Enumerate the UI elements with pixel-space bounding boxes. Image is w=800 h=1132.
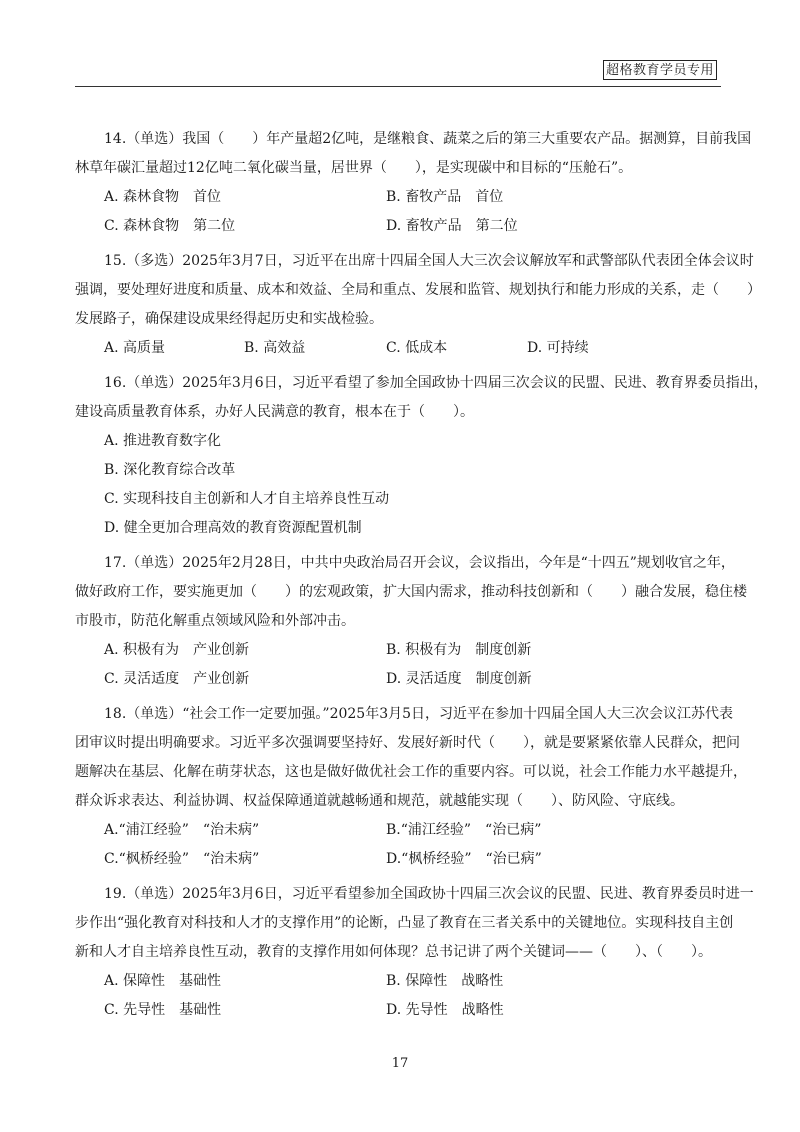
- answer-option: B. 保障性 战略性: [386, 973, 504, 989]
- question-text-line: 题解决在基层、化解在萌芽状态，这也是做好做优社会工作的重要内容。可以说，社会工作能力水平越提升，: [75, 764, 747, 780]
- option-row: [0, 334, 800, 363]
- question-15: [0, 247, 800, 363]
- answer-option: B. 高效益: [244, 340, 306, 356]
- question-19: [0, 880, 800, 1025]
- question-text-line: 新和人才自主培养良性互动，教育的支撑作用如何体现？总书记讲了两个关键词——（ ）、（ ）。: [75, 944, 712, 960]
- option-row: [0, 514, 800, 543]
- option-row: [0, 427, 800, 456]
- answer-option: B. 畜牧产品 首位: [386, 189, 504, 205]
- answer-option: D.“枫桥经验” “治已病”: [386, 851, 542, 867]
- question-text-line: 15.（多选）2025年3月7日，习近平在出席十四届全国人大三次会议解放军和武警部队代表团全体会议时: [104, 253, 754, 269]
- question-text-line: 步作出“强化教育对科技和人才的支撑作用”的论断，凸显了教育在三者关系中的关键地位。实现科技自主创: [75, 915, 734, 931]
- question-text-line: 强调，要处理好进度和质量、成本和效益、全局和重点、发展和监管、规划执行和能力形成的关系，走（ ）: [75, 282, 761, 298]
- question-16: [0, 369, 800, 543]
- question-text-line: 14.（单选）我国（ ）年产量超2亿吨，是继粮食、蔬菜之后的第三大重要农产品。据测算，目前我国: [104, 131, 752, 147]
- question-text-line: 19.（单选）2025年3月6日，习近平看望参加全国政协十四届三次会议的民盟、民进、教育界委员时进一: [104, 886, 754, 902]
- question-17: [0, 549, 800, 694]
- answer-option: C. 灵活适度 产业创新: [104, 671, 250, 687]
- option-row: [0, 183, 800, 212]
- answer-option: B. 深化教育综合改革: [104, 462, 236, 478]
- answer-option: A. 高质量: [104, 340, 166, 356]
- question-text-line: 建设高质量教育体系，办好人民满意的教育，根本在于（ ）。: [75, 404, 474, 420]
- question-text-line: 18.（单选）“社会工作一定要加强。”2025年3月5日，习近平在参加十四届全国人大三次会议江苏代表: [104, 706, 734, 722]
- answer-option: D. 可持续: [527, 340, 589, 356]
- option-row: [0, 212, 800, 241]
- question-14: [0, 125, 800, 241]
- question-text-line: 16.（单选）2025年3月6日，习近平看望了参加全国政协十四届三次会议的民盟、民进、教育界委员指出，: [104, 375, 768, 391]
- answer-option: D. 畜牧产品 第二位: [386, 218, 518, 234]
- question-18: [0, 700, 800, 874]
- answer-option: D. 先导性 战略性: [386, 1002, 504, 1018]
- question-text-line: 群众诉求表达、利益协调、权益保障通道就越畅通和规范，就越能实现（ ）、防风险、守底线。: [75, 793, 684, 809]
- question-text-line: 林草年碳汇量超过12亿吨二氧化碳当量，居世界（ ），是实现碳中和目标的“压舱石”。: [75, 160, 633, 176]
- header-rule: [75, 86, 721, 87]
- answer-option: B. 积极有为 制度创新: [386, 642, 532, 658]
- question-text-line: 市股市，防范化解重点领域风险和外部冲击。: [75, 613, 355, 629]
- question-text-line: 17.（单选）2025年2月28日，中共中央政治局召开会议，会议指出，今年是“十四五”规划收官之年，: [104, 555, 735, 571]
- answer-option: C. 先导性 基础性: [104, 1002, 222, 1018]
- answer-option: A.“浦江经验” “治未病”: [104, 822, 260, 838]
- answer-option: C.“枫桥经验” “治未病”: [104, 851, 260, 867]
- option-row: [0, 636, 800, 665]
- option-row: [0, 967, 800, 996]
- answer-option: A. 推进教育数字化: [104, 433, 222, 449]
- question-list: [0, 125, 800, 1031]
- answer-option: D. 灵活适度 制度创新: [386, 671, 532, 687]
- option-row: [0, 996, 800, 1025]
- answer-option: A. 森林食物 首位: [104, 189, 222, 205]
- answer-option: A. 保障性 基础性: [104, 973, 222, 989]
- answer-option: C. 森林食物 第二位: [104, 218, 236, 234]
- option-row: [0, 485, 800, 514]
- option-row: [0, 845, 800, 874]
- answer-option: B.“浦江经验” “治已病”: [386, 822, 542, 838]
- header-badge: 超格教育学员专用: [603, 60, 717, 80]
- option-row: [0, 816, 800, 845]
- answer-option: D. 健全更加合理高效的教育资源配置机制: [104, 520, 362, 536]
- option-row: [0, 456, 800, 485]
- answer-option: C. 低成本: [386, 340, 448, 356]
- answer-option: C. 实现科技自主创新和人才自主培养良性互动: [104, 491, 390, 507]
- question-text-line: 团审议时提出明确要求。习近平多次强调要坚持好、发展好新时代（ ），就是要紧紧依靠人民群众，把问: [75, 735, 740, 751]
- question-text-line: 做好政府工作，要实施更加（ ）的宏观政策，扩大国内需求，推动科技创新和（ ）融合发展，稳住楼: [75, 584, 747, 600]
- option-row: [0, 665, 800, 694]
- answer-option: A. 积极有为 产业创新: [104, 642, 250, 658]
- page-number: 17: [391, 1056, 409, 1071]
- question-text-line: 发展路子，确保建设成果经得起历史和实战检验。: [75, 311, 383, 327]
